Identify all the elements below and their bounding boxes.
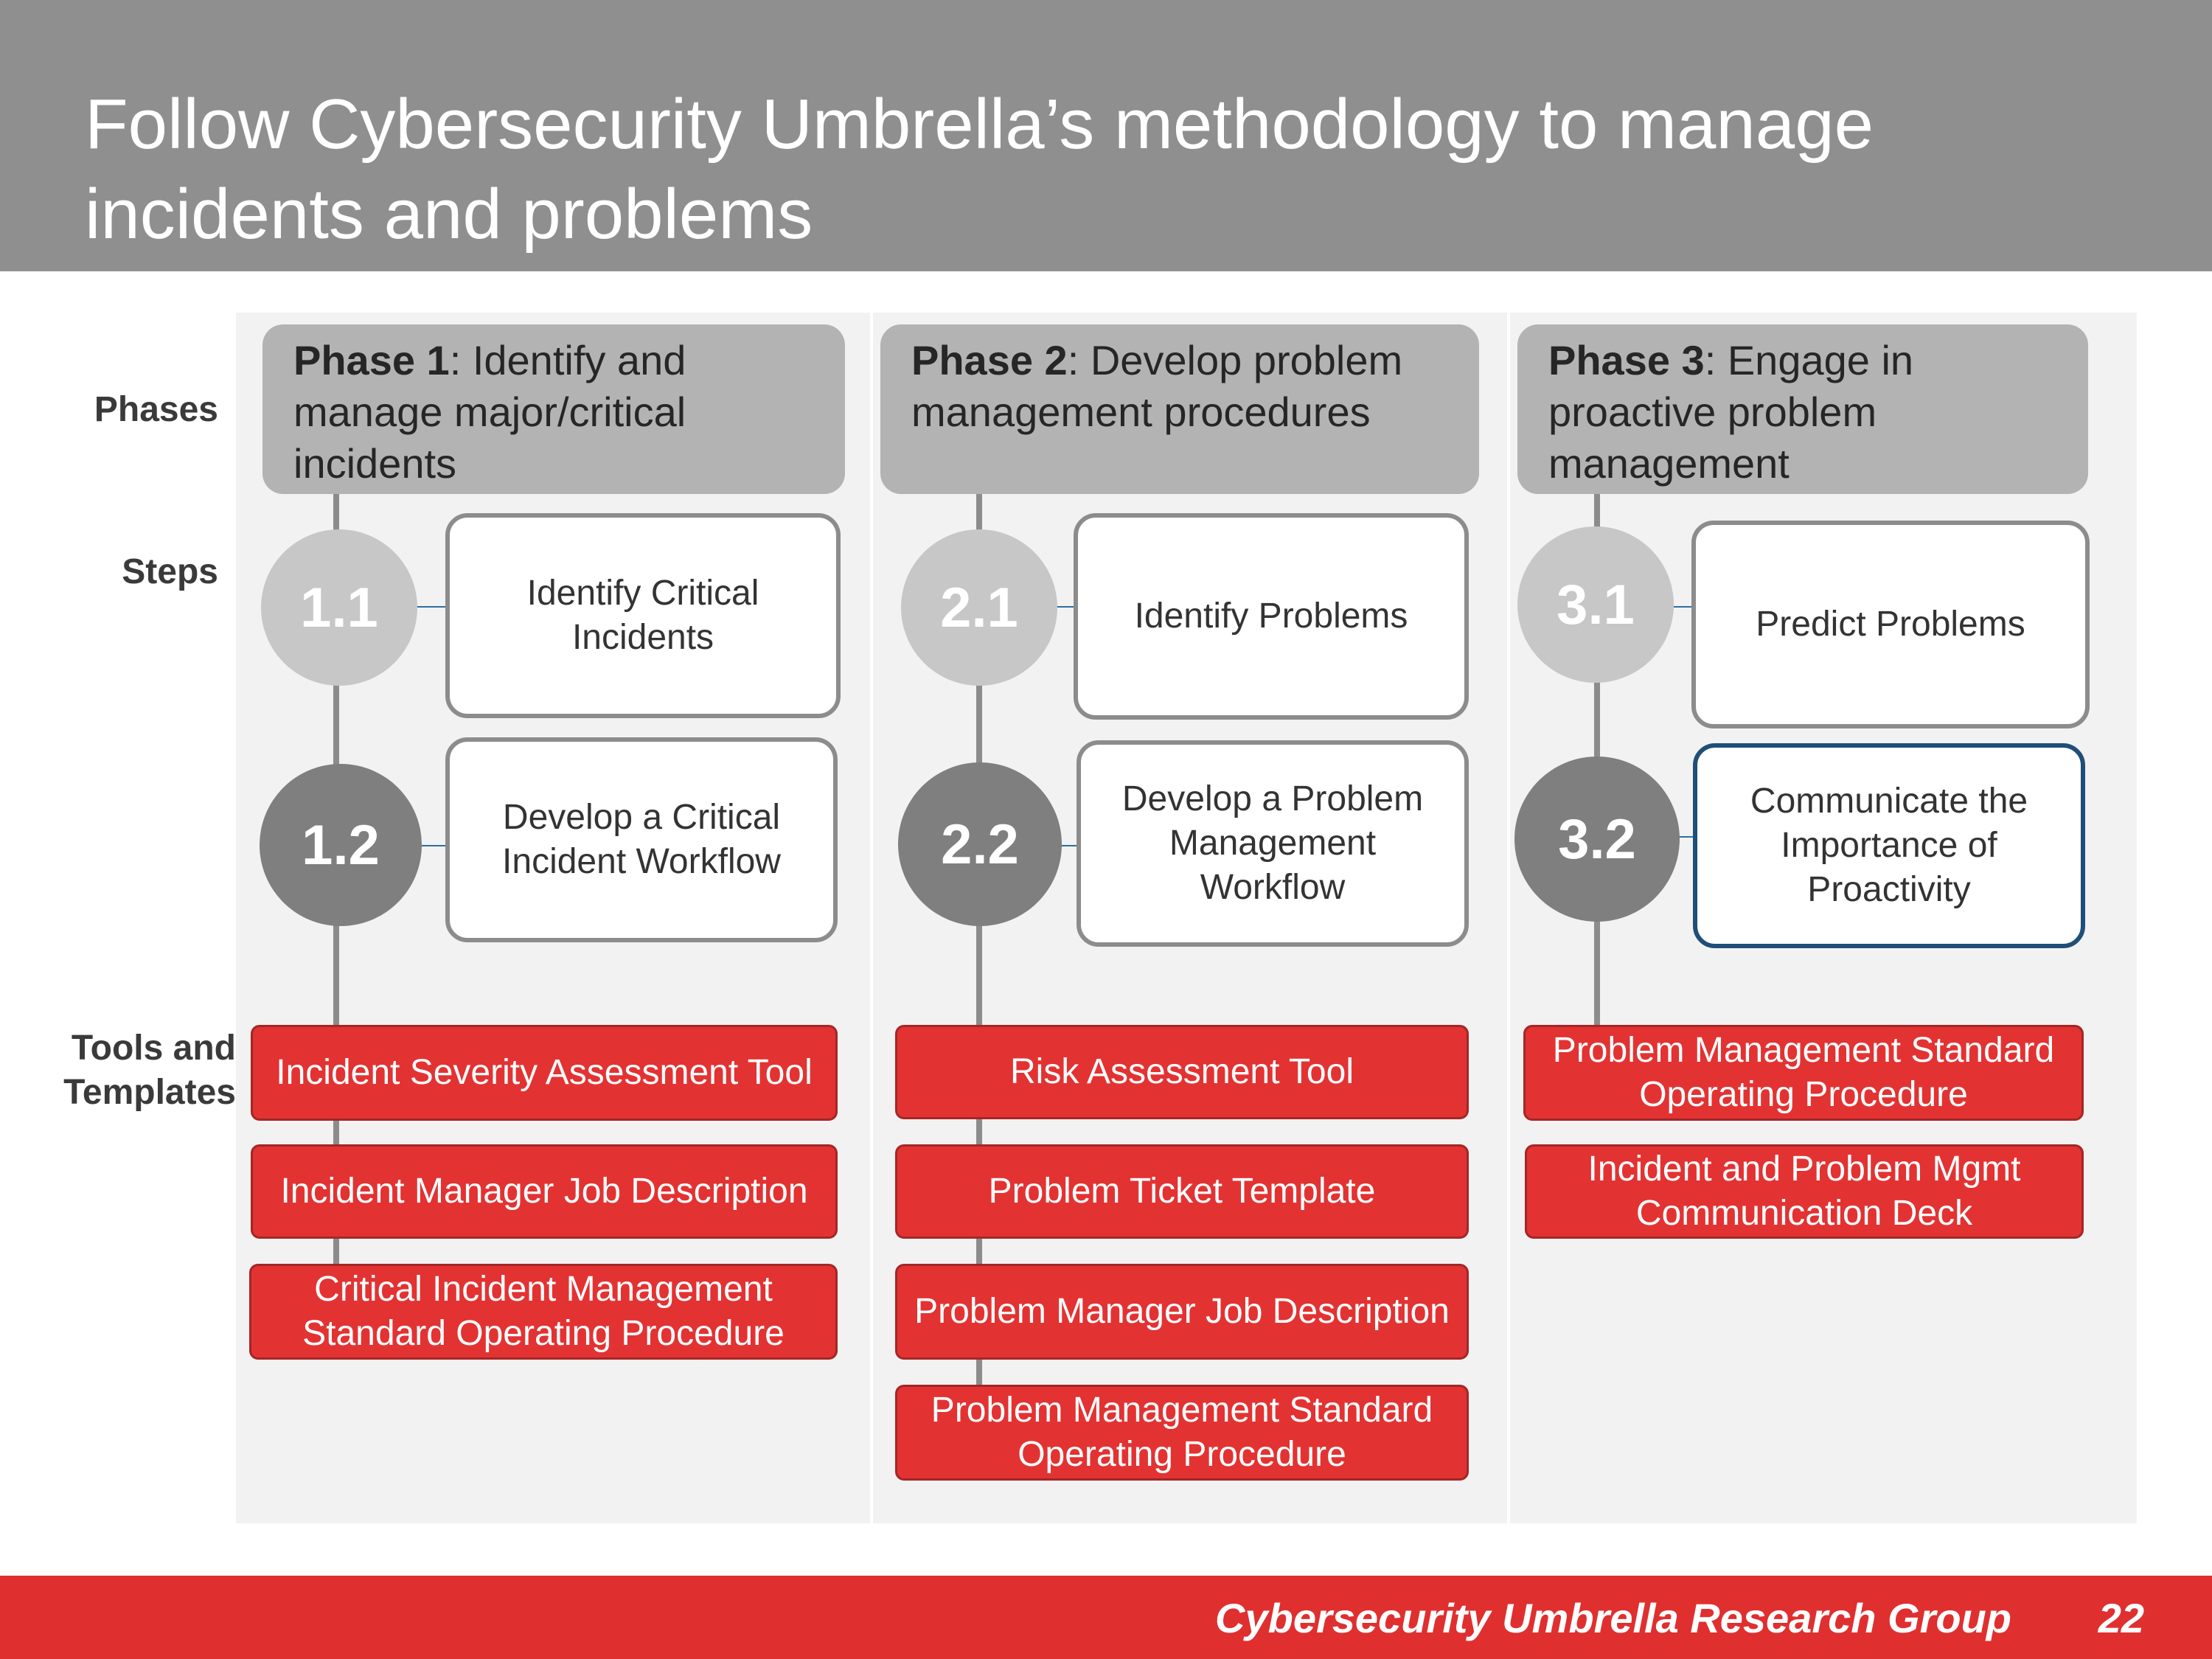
page-title: Follow Cybersecurity Umbrella’s methodology to manage incidents and problems <box>85 85 1874 254</box>
phase-2-text: : Develop problem management procedures <box>911 337 1403 435</box>
step-2-1-link <box>1056 606 1075 608</box>
step-1-1-link <box>417 606 447 608</box>
step-1-2-link <box>420 845 447 846</box>
step-1-1-number: 1.1 <box>261 529 417 686</box>
tool-problem-manager-job-description[interactable]: Problem Manager Job Description <box>895 1264 1469 1360</box>
row-label-steps: Steps <box>122 552 218 591</box>
step-1-1-box: Identify Critical Incidents <box>445 513 841 718</box>
row-label-phases: Phases <box>94 390 218 429</box>
phase-1-header <box>262 324 845 494</box>
step-1-2-number: 1.2 <box>260 764 422 926</box>
phase-1-prefix: Phase 1 <box>293 337 450 383</box>
tool-risk-assessment[interactable]: Risk Assessment Tool <box>895 1025 1469 1119</box>
phase-1-text: : Identify and manage major/critical incidents <box>293 337 686 487</box>
tool-problem-management-sop-phase-3[interactable]: Problem Management Standard Operating Procedure <box>1523 1025 2084 1121</box>
step-3-2-box: Communicate the Importance of Proactivity <box>1693 743 2085 948</box>
step-1-2-box: Develop a Critical Incident Workflow <box>445 737 838 942</box>
phase-3-header <box>1517 324 2088 494</box>
row-label-tools-line2: Templates <box>63 1073 236 1112</box>
tool-problem-management-sop[interactable]: Problem Management Standard Operating Procedure <box>895 1385 1469 1481</box>
tool-incident-severity-assessment[interactable]: Incident Severity Assessment Tool <box>251 1025 838 1121</box>
step-3-2-link <box>1678 836 1694 838</box>
step-3-2-number: 3.2 <box>1514 757 1680 922</box>
step-2-1-number: 2.1 <box>901 529 1057 686</box>
phase-3-prefix: Phase 3 <box>1548 337 1705 383</box>
page-number: 22 <box>2098 1595 2144 1641</box>
tool-problem-ticket-template[interactable]: Problem Ticket Template <box>895 1144 1469 1239</box>
step-2-2-box: Develop a Problem Management Workflow <box>1077 740 1469 947</box>
step-3-1-number: 3.1 <box>1517 526 1674 683</box>
step-2-1-box: Identify Problems <box>1074 513 1469 720</box>
row-label-tools-line1: Tools and <box>71 1029 236 1068</box>
phase-2-prefix: Phase 2 <box>911 337 1068 383</box>
step-2-2-number: 2.2 <box>898 762 1062 926</box>
phase-2-header <box>880 324 1479 494</box>
tool-critical-incident-sop[interactable]: Critical Incident Management Standard Operating Procedure <box>249 1264 838 1360</box>
step-3-1-link <box>1674 606 1693 608</box>
tool-communication-deck[interactable]: Incident and Problem Mgmt Communication Deck <box>1525 1144 2084 1239</box>
phase-3-text: : Engage in proactive problem management <box>1548 337 1914 487</box>
tool-incident-manager-job-description[interactable]: Incident Manager Job Description <box>251 1144 838 1239</box>
row-label-tools <box>29 1026 236 1115</box>
footer-organization: Cybersecurity Umbrella Research Group <box>1215 1595 2011 1641</box>
step-3-1-box: Predict Problems <box>1691 521 2090 728</box>
